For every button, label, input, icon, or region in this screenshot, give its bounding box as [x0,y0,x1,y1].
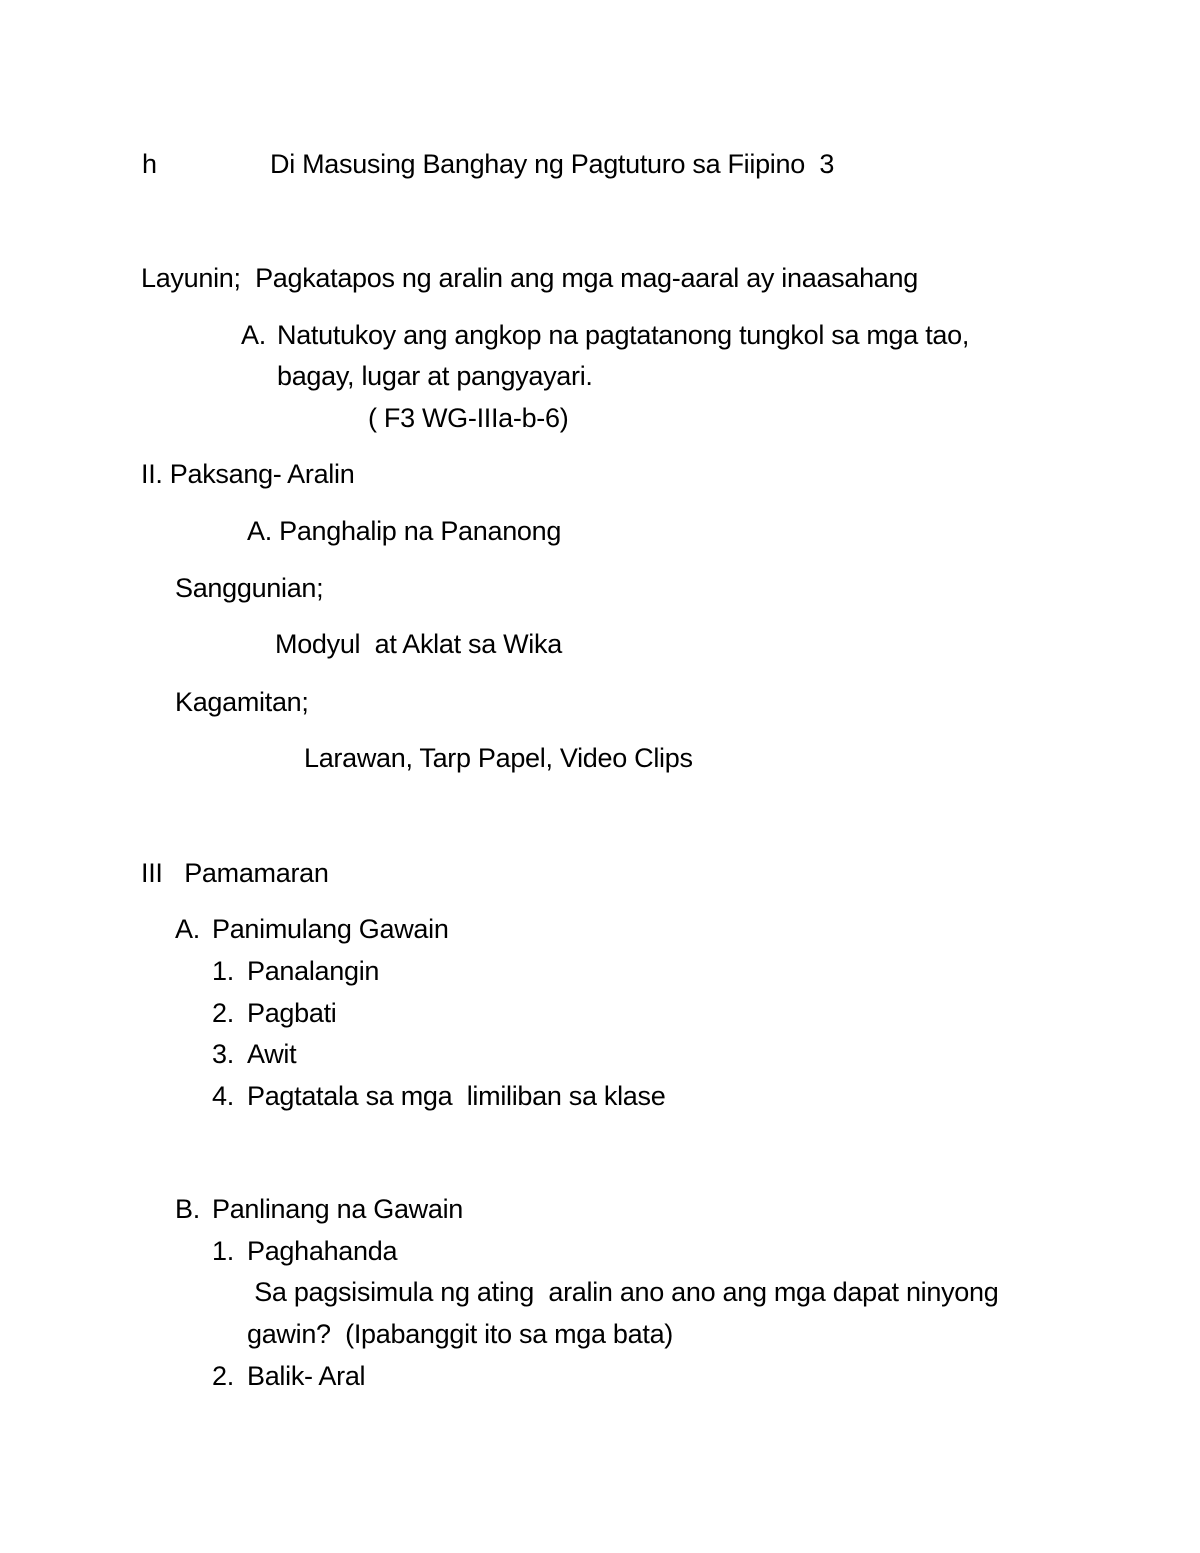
section-a-item-3-num: 3. [212,1039,234,1069]
section-b-title: Panlinang na Gawain [212,1194,463,1224]
subject-heading: II. Paksang- Aralin [141,459,355,489]
references-label: Sanggunian; [175,573,324,603]
section-b-item-1-detail-line2: gawin? (Ipabanggit ito sa mga bata) [247,1319,673,1349]
stray-character: h [142,149,157,179]
section-b-item-1-text: Paghahanda [247,1236,398,1266]
materials-label: Kagamitan; [175,687,309,717]
objective-a-line2: bagay, lugar at pangyayari. [277,361,593,391]
competency-code: ( F3 WG-IIIa-b-6) [368,403,569,433]
section-b-item-2-text: Balik- Aral [247,1361,366,1391]
section-a-item-2-text: Pagbati [247,998,337,1028]
section-a-item-1-num: 1. [212,956,234,986]
subject-item-a: A. Panghalip na Pananong [247,516,562,546]
materials-value: Larawan, Tarp Papel, Video Clips [304,743,693,773]
section-b-item-1-detail-line1: Sa pagsisimula ng ating aralin ano ano ang mga dapat ninyong [247,1277,999,1307]
section-a-marker: A. [175,914,200,944]
section-a-item-2-num: 2. [212,998,234,1028]
section-a-item-3-text: Awit [247,1039,297,1069]
references-value: Modyul at Aklat sa Wika [275,629,562,659]
document-title: Di Masusing Banghay ng Pagtuturo sa Fiipino 3 [270,149,835,179]
objective-a-marker: A. [241,320,266,350]
section-a-title: Panimulang Gawain [212,914,449,944]
section-b-item-2-num: 2. [212,1361,234,1391]
section-a-item-4-num: 4. [212,1081,234,1111]
section-a-item-1-text: Panalangin [247,956,380,986]
procedure-heading: III Pamamaran [141,858,329,888]
section-b-item-1-num: 1. [212,1236,234,1266]
objective-a-line1: Natutukoy ang angkop na pagtatanong tungkol sa mga tao, [277,320,970,350]
objectives-label: Layunin; Pagkatapos ng aralin ang mga mag-aaral ay inaasahang [141,263,918,293]
section-a-item-4-text: Pagtatala sa mga limiliban sa klase [247,1081,666,1111]
section-b-marker: B. [175,1194,200,1224]
